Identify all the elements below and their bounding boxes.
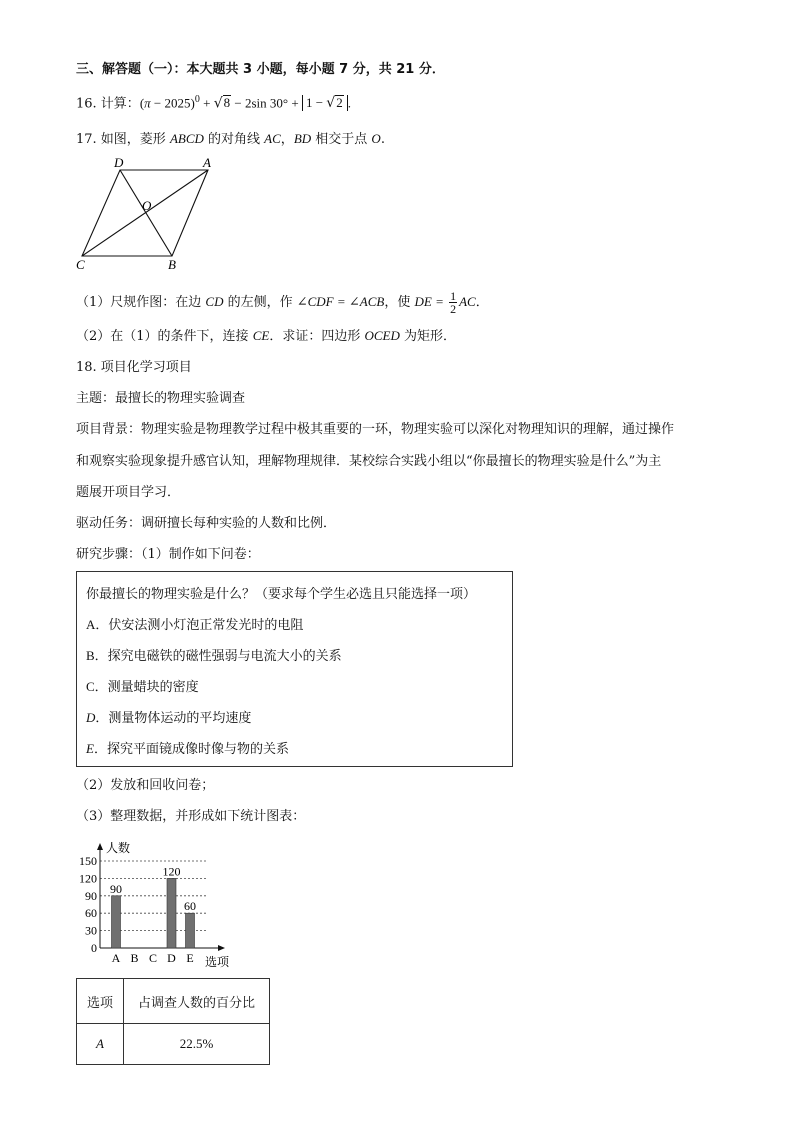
y-tick-label: 0 — [91, 941, 97, 955]
q18-step-3: （3）整理数据，并形成如下统计图表： — [76, 809, 306, 824]
question-16: 16. 计算：$(\pi - 2025)^0 + √8 - 2\sin$ 30° + 1 − √2 . — [76, 94, 351, 112]
x-tick-label: B — [130, 951, 139, 965]
q18-background-line-3: 题展开项目学习． — [76, 485, 181, 500]
table-cell-percent: 22.5% — [124, 1024, 270, 1065]
fraction-one-half: $\frac{1}{2}$ — [450, 289, 457, 316]
abs-expression: 1 − √2 — [302, 95, 348, 111]
data-label: 90 — [110, 881, 122, 896]
survey-box — [76, 571, 513, 767]
q18-background-line-2: 和观察实验现象提升感官认知，理解物理规律．某校综合实践小组以“你最擅长的物理实验是什么”为主 — [76, 454, 662, 469]
percentage-table — [76, 978, 270, 1065]
vertex-label-o: O — [142, 198, 152, 213]
y-tick-label: 150 — [79, 854, 97, 868]
q18-task: 驱动任务：调研擅长每种实验的人数和比例． — [76, 516, 337, 531]
table-header-option: 选项 — [77, 979, 124, 1024]
rhombus-name: ABCD — [169, 131, 204, 146]
y-axis-title: 人数 — [106, 841, 131, 855]
bar-chart — [72, 838, 242, 970]
rhombus-figure — [72, 156, 222, 274]
vertex-label-d: D — [114, 156, 124, 170]
sqrt-8: 8 — [223, 95, 231, 111]
survey-option-a: A．伏安法测小灯泡正常发光时的电阻 — [86, 617, 304, 633]
x-axis-title: 选项 — [205, 955, 230, 969]
y-tick-label: 90 — [85, 888, 97, 903]
q18-background-line-1: 项目背景：物理实验是物理教学过程中极其重要的一环，物理实验可以深化对物理知识的理解，通过操作 — [76, 422, 675, 437]
pi-symbol: π — [144, 95, 151, 111]
q18-step-2: （2）发放和回收问卷； — [76, 778, 215, 793]
data-label: 60 — [184, 899, 196, 914]
q17-part-1: （1）尺规作图：在边 CD 的左侧，作 ∠CDF = ∠ACB，使 DE = $\frac{1}{2}$ AC． — [76, 289, 489, 316]
survey-option-b: B．探究电磁铁的磁性强弱与电流大小的关系 — [86, 648, 342, 664]
sin-term: 2sin 30° — [244, 95, 289, 111]
q18-theme: 主题：最擅长的物理实验调查 — [76, 391, 246, 406]
exponent: 0 — [194, 94, 200, 105]
y-axis-arrow — [97, 843, 103, 850]
vertex-label-c: C — [76, 257, 85, 272]
vertex-label-b: B — [168, 257, 176, 272]
x-axis-arrow — [218, 945, 225, 951]
q18-title: 18. 项目化学习项目 — [76, 360, 192, 375]
section-heading: 三、解答题（一）：本大题共 3 小题，每小题 7 分，共 21 分． — [76, 62, 445, 77]
q17-part-2: （2）在（1）的条件下，连接 CE．求证：四边形 OCED 为矩形． — [76, 328, 456, 344]
survey-option-e: E．探究平面镜成像时像与物的关系 — [86, 741, 289, 757]
angle-expression: ∠CDF = ∠ACB — [296, 294, 385, 309]
survey-question: 你最擅长的物理实验是什么？（要求每个学生必选且只能选择一项） — [86, 587, 477, 602]
table-header-row — [77, 979, 270, 1024]
data-label: 120 — [162, 864, 181, 879]
x-tick-label: E — [186, 951, 194, 965]
bar — [167, 878, 176, 948]
bar — [112, 896, 121, 948]
y-tick-label: 120 — [79, 871, 97, 886]
x-tick-label: D — [167, 951, 176, 965]
x-tick-label: C — [148, 951, 158, 965]
table-cell-option: A — [77, 1024, 124, 1065]
question-17: 17. 如图，菱形 ABCD 的对角线 AC，BD 相交于点 O. — [76, 131, 385, 147]
q18-steps: 研究步骤：（1）制作如下问卷： — [76, 547, 260, 562]
x-tick-label: A — [111, 951, 121, 965]
table-header-percent: 占调查人数的百分比 — [124, 979, 270, 1024]
survey-option-c: C．测量蜡块的密度 — [86, 679, 199, 695]
survey-option-d: D．测量物体运动的平均速度 — [86, 710, 252, 726]
table-row — [77, 1024, 270, 1065]
year-value: 2025 — [164, 95, 191, 111]
q16-label: 16. 计算： — [76, 96, 140, 112]
vertex-label-a: A — [203, 156, 211, 170]
y-tick-label: 30 — [85, 923, 97, 938]
y-tick-label: 60 — [85, 906, 97, 921]
bar — [186, 913, 195, 948]
